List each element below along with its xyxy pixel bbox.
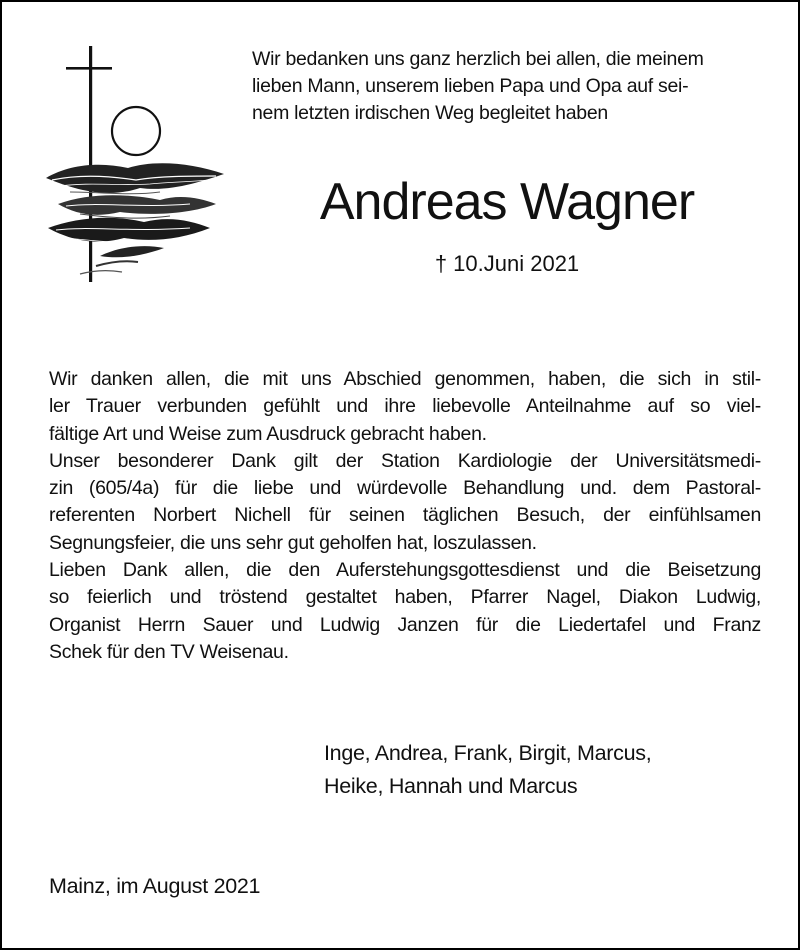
intro-line: Wir bedanken uns ganz herzlich bei allen, die meinem — [252, 48, 704, 70]
body-line: Wir danken allen, die mit uns Abschied genommen, haben, die sich in stil- — [49, 368, 761, 390]
body-line: referenten Norbert Nichell für seinen täglichen Besuch, der einfühlsamen — [49, 504, 761, 527]
intro-line: lieben Mann, unserem lieben Papa und Opa auf sei- — [252, 75, 689, 97]
thanks-text — [49, 366, 761, 666]
signature-line: Heike, Hannah und Marcus — [324, 774, 578, 798]
body-line: so feierlich und tröstend gestaltet haben, Pfarrer Nagel, Diakon Ludwig, — [49, 586, 761, 609]
body-line: Unser besonderer Dank gilt der Station Kardiologie der Universitätsmedi- — [49, 449, 761, 472]
intro-text — [252, 46, 760, 127]
signature-block — [324, 737, 651, 803]
body-line: Schek für den TV Weisenau. — [49, 640, 289, 663]
body-line: fältige Art und Weise zum Ausdruck gebracht haben. — [49, 422, 487, 445]
place-date: Mainz, im August 2021 — [49, 874, 261, 898]
body-line: Lieben Dank allen, die den Auferstehungsgottesdienst und die Beisetzung — [49, 559, 761, 582]
body-line: zin (605/4a) für die liebe und würdevolle Behandlung und. dem Pastoral- — [49, 477, 761, 500]
deceased-name: Andreas Wagner — [319, 173, 695, 231]
body-line: ler Trauer verbunden gefühlt und ihre liebevolle Anteilnahme auf so viel- — [49, 395, 761, 418]
cross-sun-clouds-icon — [40, 42, 230, 287]
death-date: † 10.Juni 2021 — [434, 251, 580, 276]
body-line: Organist Herrn Sauer und Ludwig Janzen für die Liedertafel und Franz — [49, 613, 761, 636]
body-line: Segnungsfeier, die uns sehr gut geholfen hat, loszulassen. — [49, 531, 537, 554]
signature-line: Inge, Andrea, Frank, Birgit, Marcus, — [324, 741, 652, 765]
intro-line: nem letzten irdischen Weg begleitet haben — [252, 102, 608, 124]
